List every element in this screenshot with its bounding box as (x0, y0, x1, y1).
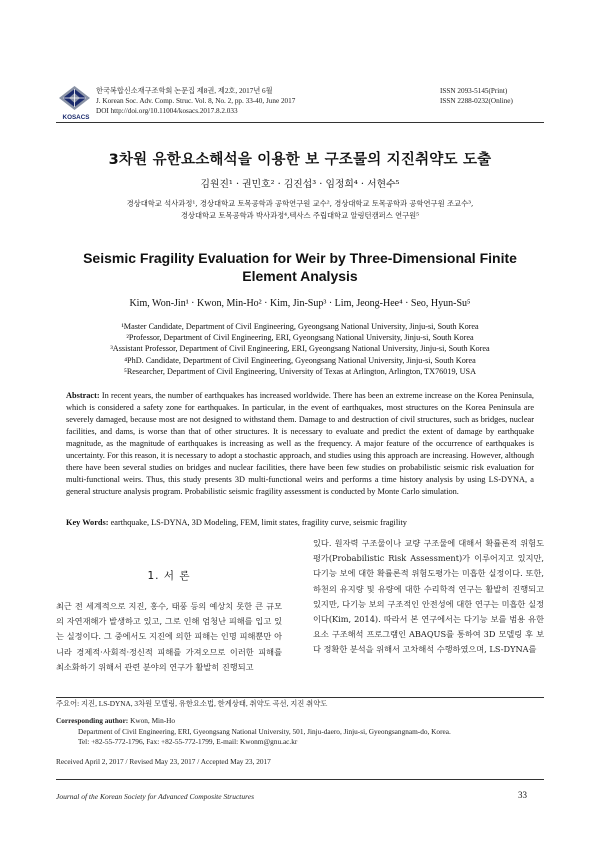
abstract-text: In recent years, the number of earthquakes has increased worldwide. There has been an extreme increase on the Korea Peninsula, which is considered a safety zone for earthquakes. In particular, in the event of earthquakes, most structures on the Korea Peninsula are severely damaged, because most are not designed to withstand them. Damage to and destruction of civil structures, such as bridges, nuclear facilities, and dams, is worse than that of other structures. It is necessary to evaluate and predict the extent of damage by earthquake magnitude, as the magnitude of earthquakes is increasing as well as the frequency. A major feature of the occurrence of earthquakes is uncertainty. For this reason, it is necessary to adopt a stochastic approach, and studies using this approach are increasing. However, although there have been several studies on bridges and nuclear facilities, there have been few studies on probabilistic seismic risk evaluation for multi-functional weirs. Thus, this study presents 3D multi-functional weirs and performs a time history analysis by using LS-DYNA, a general structure analysis program. Probabilistic seismic fragility assessment is conducted by Monte Carlo simulation. (66, 391, 534, 496)
issn-block (440, 86, 513, 106)
title-en (56, 249, 544, 285)
affiliation-en-3: ³Assistant Professor, Department of Civil Engineering, ERI, Gyeongsang National University, Jinju-si, South Korea (110, 344, 490, 354)
received-dates: Received April 2, 2017 / Revised May 23, 2017 / Accepted May 23, 2017 (56, 757, 271, 766)
affiliation-kr-2: 경상대학교 토목공학과 박사과정⁴,텍사스 주립대학교 알링턴캠퍼스 연구원⁵ (180, 211, 420, 220)
issn-print: ISSN 2093-5145(Print) (440, 87, 508, 95)
affiliation-en-1: ¹Master Candidate, Department of Civil Engineering, Gyeongsang National University, Jinju-si, South Korea (121, 322, 479, 331)
journal-en: J. Korean Soc. Adv. Comp. Struc. Vol. 8, No. 2, pp. 33-40, June 2017 (96, 97, 296, 105)
body-column-left: 최근 전 세계적으로 지진, 홍수, 태풍 등의 예상치 못한 큰 규모의 자연재해가 발생하고 있고, 그로 인해 엄청난 피해를 입고 있는 실정이다. 그 중에서도 지진에 의한 피해는 인명 피해뿐만 아니라 경제적·사회적·정신적 피해를 가져오므로 이러한 피해를 최소화하기 위해서 관련 분야의 연구가 활발히 진행되고 (56, 601, 282, 672)
title-kr: 3차원 유한요소해석을 이용한 보 구조물의 지진취약도 도출 (108, 152, 492, 168)
corresponding-author (56, 716, 544, 748)
page-number: 33 (518, 790, 527, 800)
title-en-line1: Seismic Fragility Evaluation for Weir by Three-Dimensional Finite (83, 250, 517, 266)
affiliations-en (56, 321, 544, 377)
affiliation-en-5: ⁵Researcher, Department of Civil Engineering, University of Texas at Arlington, Arlington, TX76019, USA (123, 366, 477, 376)
kosacs-logo-label: KOSACS (62, 114, 90, 121)
authors-kr: 김원진¹ · 권민호² · 김진섭³ · 임정희⁴ · 서현수⁵ (200, 179, 400, 190)
keywords-en (66, 518, 534, 527)
footer-rule (56, 779, 544, 780)
journal-footer: Journal of the Korean Society for Advanced Composite Structures (56, 792, 255, 801)
corresponding-name: Kwon, Min-Ho (130, 716, 176, 725)
abstract-label: Abstract: (66, 391, 100, 400)
corresponding-label: Corresponding author: (56, 716, 129, 725)
body-column-right: 있다. 원자력 구조물이나 교량 구조물에 대해서 확률론적 위험도평가(Probabilistic Risk Assessment)가 이루어지고 있지만, 다기능 보에 대한 확률론적 위험도평가는 미흡한 실정이다. 또한, 하천의 유지량 및 유량에 대한 수리학적 연구는 활발히 진행되고 있지만, 다기능 보의 구조적인 안전성에 대한 연구는 미흡한 실정이다(Kim, 2014). 따라서 본 연구에서는 다기능 보를 범용 유한요소 구조해석 프로그램인 ABAQUS를 통하여 3D 모델링 후 보다 정확한 분석을 위해서 고차해석 수행하였으며, LS-DYNA를 (313, 538, 544, 655)
header-rule (56, 122, 544, 123)
affiliation-kr-1: 경상대학교 석사과정¹, 경상대학교 토목공학과 공학연구원 교수², 경상대학교 토목공학과 공학연구원 조교수³, (126, 199, 474, 208)
journal-header (96, 86, 295, 116)
doi-link[interactable]: DOI http://doi.org/10.11004/kosacs.2017.8.2.033 (96, 107, 238, 115)
affiliation-en-2: ²Professor, Department of Civil Engineering, ERI, Gyeongsang National University, Jinju-si, South Korea (126, 333, 474, 343)
title-en-line2: Element Analysis (242, 268, 358, 284)
journal-kr: 한국복합신소재구조학회 논문집 제8권, 제2호, 2017년 6월 (96, 87, 273, 95)
keywords-kr: 주요어: 지진, LS-DYNA, 3차원 모델링, 유한요소법, 한계상태, 취약도 곡선, 지진 취약도 (56, 699, 328, 708)
corresponding-contact: Tel: +82-55-772-1796, Fax: +82-55-772-1799, E-mail: Kwonm@gnu.ac.kr (78, 737, 298, 746)
keywords-label: Key Words: (66, 518, 109, 527)
authors-en: Kim, Won-Jin¹ · Kwon, Min-Ho² · Kim, Jin-Sup³ · Lim, Jeong-Hee⁴ · Seo, Hyun-Su⁵ (129, 298, 471, 309)
abstract (66, 390, 534, 498)
kosacs-logo (58, 85, 91, 111)
section-heading: 1. 서 론 (147, 570, 191, 582)
corresponding-address: Department of Civil Engineering, ERI, Gyeongsang National University, 501, Jinju-daero, Jinju-si, Gyeongsangnam-do, Korea. (78, 726, 451, 736)
issn-online: ISSN 2288-0232(Online) (440, 97, 513, 105)
keywords-text: earthquake, LS-DYNA, 3D Modeling, FEM, limit states, fragility curve, seismic fragility (110, 518, 407, 527)
footnote-rule (56, 697, 544, 698)
affiliation-en-4: ⁴PhD. Candidate, Department of Civil Engineering, Gyeongsang National University, Jinju-si, South Korea (124, 355, 476, 365)
